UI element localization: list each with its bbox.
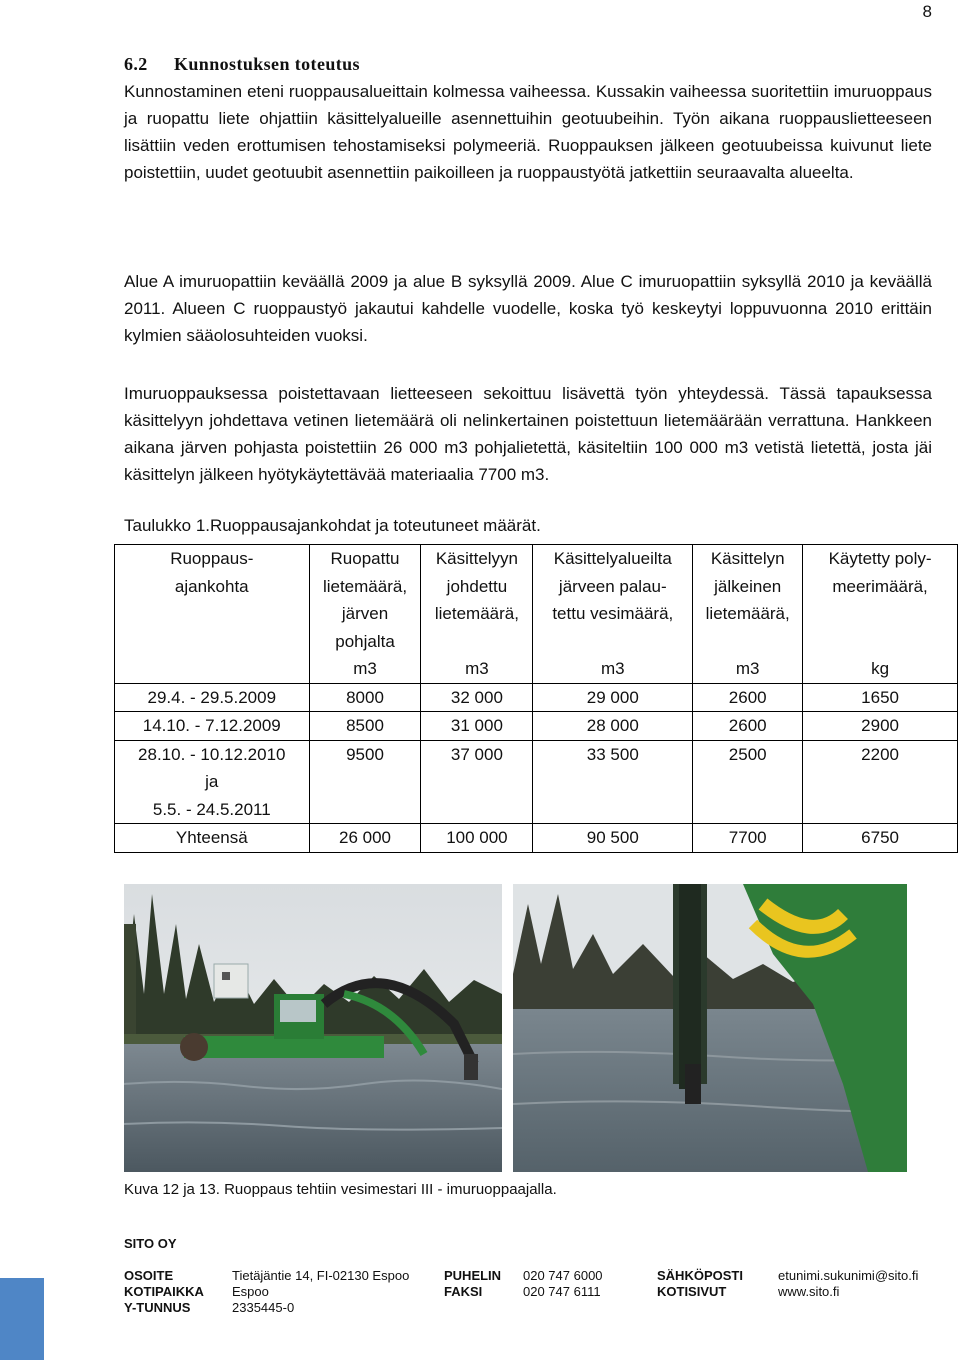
footer-labels-phone: PUHELIN FAKSI xyxy=(444,1268,502,1299)
table-row: 29.4. - 29.5.2009 8000 32 000 29 000 2600 1650 xyxy=(115,683,958,712)
header-period: Ruoppaus- ajankohta xyxy=(115,545,310,684)
dredging-table xyxy=(114,544,958,853)
footer-accent-bar xyxy=(0,1278,44,1360)
page-number: 8 xyxy=(922,2,932,21)
table-row: 14.10. - 7.12.2009 8500 31 000 28 000 2600 2900 xyxy=(115,712,958,741)
photo-dredging-arm xyxy=(513,884,907,1172)
footer-labels-address: OSOITE KOTIPAIKKA Y-TUNNUS xyxy=(124,1268,204,1315)
footer-email-link[interactable]: etunimi.sukunimi@sito.fi xyxy=(778,1268,919,1283)
section-number: 6.2 xyxy=(124,54,148,74)
header-treated: Käsittelyyn johdettu lietemäärä, m3 xyxy=(421,545,533,684)
table-row: 28.10. - 10.12.2010 ja 5.5. - 24.5.2011 9500 37 000 33 500 2500 2200 xyxy=(115,740,958,824)
footer-values-phone: 020 747 6000 020 747 6111 xyxy=(523,1268,603,1299)
paragraph-2: Alue A imuruopattiin keväällä 2009 ja alue B syksyllä 2009. Alue C imuruopattiin syksyllä 2010 ja keväällä 2011. Alueen C ruoppaustyö jakautui kahdelle vuodelle, koska työ keskeytyi loppuvuonna 2010 erittäin kylmien sääolosuhteiden vuoksi. xyxy=(124,272,932,345)
footer-company: SITO OY xyxy=(124,1236,177,1251)
footer-values-address: Tietäjäntie 14, FI-02130 Espoo Espoo 2335445-0 xyxy=(232,1268,410,1315)
section-title: Kunnostuksen toteutus xyxy=(174,54,360,74)
header-polymer: Käytetty poly- meerimäärä, kg xyxy=(803,545,958,684)
paragraph-1: Kunnostaminen eteni ruoppausalueittain kolmessa vaiheessa. Kussakin vaiheessa suoritettiin imuruoppaus ja ruopattu liete ohjattiin käsittelyalueille asennettuihin geotuubeihin. Työn aikana ruoppauslietteeseen lisättiin veden erottumisen tehostamiseksi polymeeriä. Ruoppauksen jälkeen geotuubeissa kuivunut liete poistettiin, uudet geotuubit asennettiin paikoilleen ja ruoppaustyötä jatkettiin seuraavalta alueelta. xyxy=(124,82,932,182)
header-returned-water: Käsittelyalueilta järveen palau- tettu vesimäärä, m3 xyxy=(533,545,693,684)
footer-values-web xyxy=(778,1268,918,1300)
paragraph-3: Imuruoppauksessa poistettavaan lietteeseen sekoittuu lisävettä työn yhteydessä. Tässä tapauksessa käsittelyyn johdettava vetinen lietemäärä oli nelinkertainen poistettuun lietemäärään verrattuna. Hankkeen aikana järven pohjasta poistettiin 26 000 m3 pohjalietettä, käsiteltiin 100 000 m3 vetistä lietettä, josta jäi käsittelyn jälkeen hyötykäytettävää materiaalia 7700 m3. xyxy=(124,384,932,484)
section-heading xyxy=(124,54,360,75)
photo-dredger-lake xyxy=(124,884,502,1172)
header-dredged: Ruopattu lietemäärä, järven pohjalta m3 xyxy=(309,545,421,684)
footer-labels-web: SÄHKÖPOSTI KOTISIVUT xyxy=(657,1268,743,1299)
table-caption: Taulukko 1.Ruoppausajankohdat ja toteutuneet määrät. xyxy=(124,516,541,535)
figure-caption: Kuva 12 ja 13. Ruoppaus tehtiin vesimestari III - imuruoppaajalla. xyxy=(124,1181,557,1198)
footer-website-link[interactable]: www.sito.fi xyxy=(778,1284,840,1299)
header-after-treatment: Käsittelyn jälkeinen lietemäärä, m3 xyxy=(693,545,803,684)
table-header-row xyxy=(115,545,958,684)
table-total-row: Yhteensä 26 000 100 000 90 500 7700 6750 xyxy=(115,824,958,853)
